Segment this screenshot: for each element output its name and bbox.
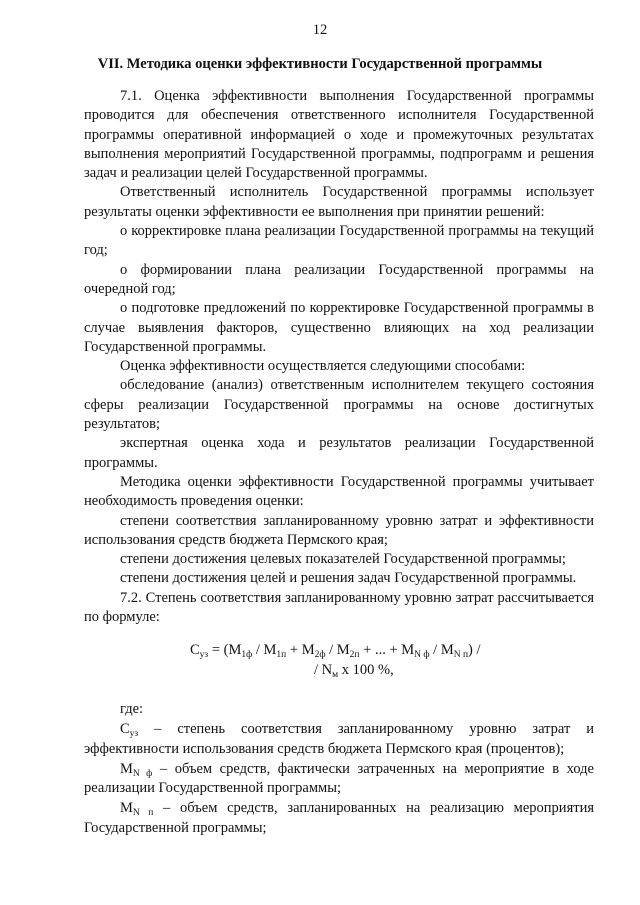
formula-subscript: м: [332, 669, 339, 680]
paragraph: степени достижения целей и решения задач Государственной программы.: [120, 570, 577, 587]
formula-text: х 100 %,: [338, 661, 394, 678]
document-body: [84, 87, 594, 838]
definition-item: [84, 720, 594, 759]
definition-text: – степень соответствия запланированному уровню затрат и эффективности использования средств бюджета Пермского края (процентов);: [84, 721, 594, 757]
formula-symbol: С: [190, 642, 200, 659]
formula-text: + М: [286, 642, 315, 659]
formula-subscript: 1п: [276, 650, 287, 661]
where-label: где:: [120, 700, 144, 717]
formula-subscript: 1ф: [241, 650, 253, 661]
paragraph: о подготовке предложений по корректировке Государственной программы в случае выявления факторов, существенно влияющих на ход реализации Государственной программы.: [84, 300, 594, 355]
formula: [84, 641, 594, 680]
paragraph: экспертная оценка хода и результатов реализации Государственной программы.: [84, 435, 594, 471]
paragraph: 7.2. Степень соответствия запланированному уровню затрат рассчитывается по формуле:: [84, 589, 594, 626]
definition-symbol: С: [120, 721, 130, 738]
definition-subscript: N п: [132, 808, 154, 819]
formula-subscript: 2ф: [314, 650, 326, 661]
formula-subscript: 2п: [349, 650, 360, 661]
formula-text: ) /: [468, 642, 481, 659]
paragraph: о формировании плана реализации Государственной программы на очередной год;: [84, 261, 594, 297]
definition-subscript: уз: [129, 729, 139, 740]
paragraph: Методика оценки эффективности Государственной программы учитывает необходимость проведения оценки:: [84, 473, 594, 510]
definition-text: – объем средств, запланированных на реализацию мероприятия Государственной программы;: [84, 800, 594, 836]
formula-line-2: [84, 661, 594, 680]
definition-item: [84, 799, 594, 838]
definition-symbol: М: [120, 760, 133, 777]
paragraph: Ответственный исполнитель Государственной программы использует результаты оценки эффективности ее выполнения при принятии решений:: [84, 184, 594, 220]
definition-text: – объем средств, фактически затраченных на мероприятие в ходе реализации Государственной программы;: [84, 760, 594, 797]
formula-line-1: [84, 641, 594, 660]
definition-item: [84, 760, 594, 799]
formula-text: / N: [314, 661, 333, 678]
paragraph: 7.1. Оценка эффективности выполнения Государственной программы проводится для обеспечения ответственного исполнителя Государственной программы оперативной информацией о ходе и промежуточных результатах выполнения мероприятий Государственной программы, подпрограмм и решения задач и реализации целей Государственной программы.: [84, 88, 594, 182]
formula-text: / М: [252, 642, 277, 659]
paragraph: о корректировке плана реализации Государственной программы на текущий год;: [84, 223, 594, 259]
paragraph: степени достижения целевых показателей Государственной программы;: [120, 551, 566, 568]
paragraph: Оценка эффективности осуществляется следующими способами:: [120, 358, 526, 375]
formula-subscript: уз: [199, 650, 209, 661]
paragraph: степени соответствия запланированному уровню затрат и эффективности использования средств бюджета Пермского края;: [84, 512, 594, 548]
page-number: 12: [312, 22, 328, 38]
formula-subscript: N ф: [414, 650, 430, 661]
formula-text: / М: [325, 642, 350, 659]
section-title: VII. Методика оценки эффективности Государственной программы: [97, 56, 543, 72]
definition-subscript: N ф: [132, 768, 153, 779]
paragraph: обследование (анализ) ответственным исполнителем текущего состояния сферы реализации Государственной программы на основе достигнутых результатов;: [84, 377, 594, 433]
definition-symbol: М: [120, 800, 133, 817]
formula-text: + ... + М: [359, 642, 415, 659]
formula-text: / М: [429, 642, 454, 659]
formula-text: = (М: [208, 642, 242, 659]
formula-subscript: N п: [453, 650, 469, 661]
